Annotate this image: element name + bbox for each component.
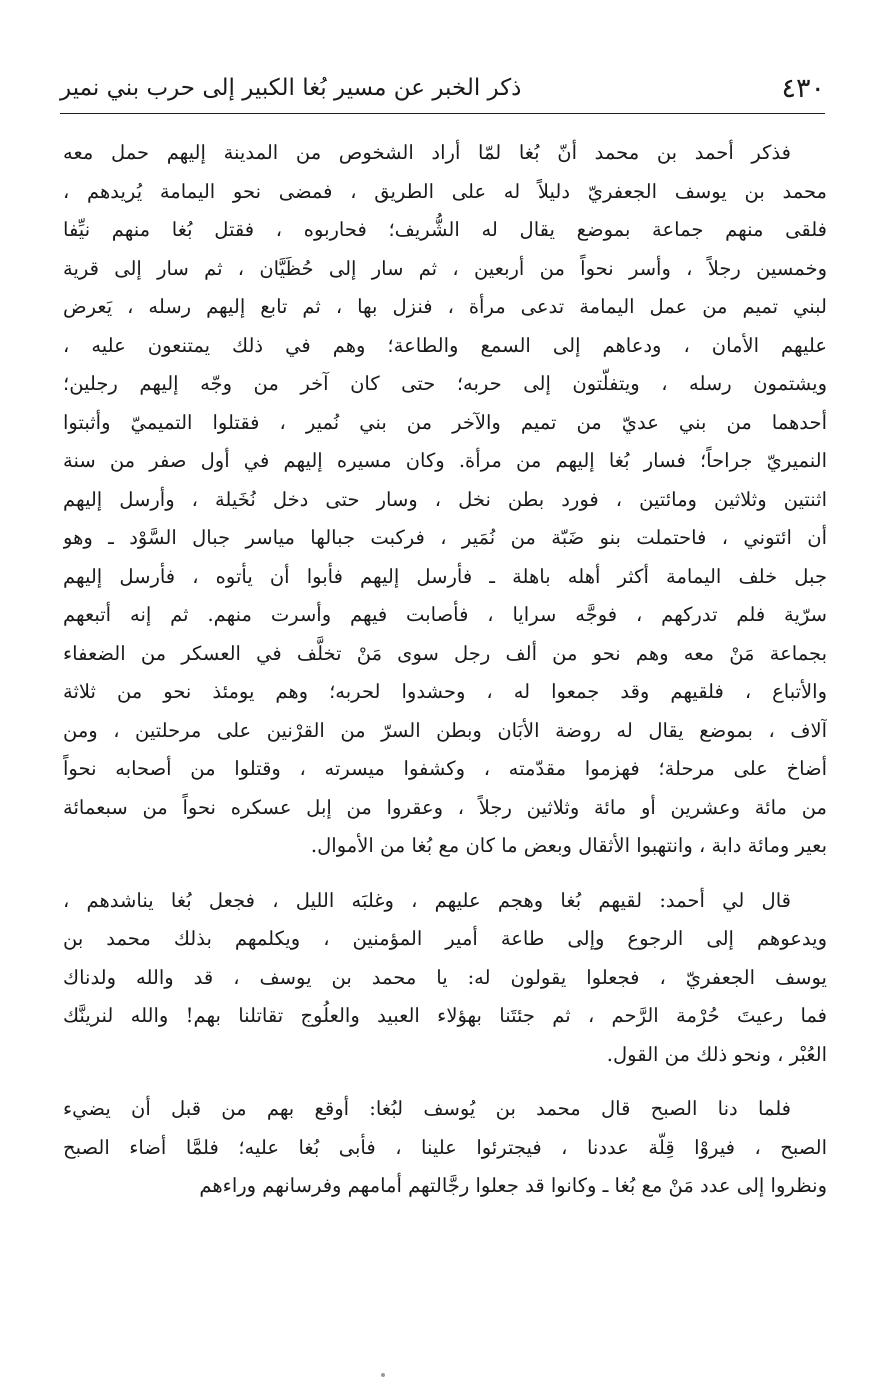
text-line: يوسف الجعفريّ ، فجعلوا يقولون له: يا محمد بن يوسف ، قد والله ولدناك xyxy=(63,965,827,989)
text-line: ونظروا إلى عدد مَنْ مع بُغا ـ وكانوا قد جعلوا رجَّالتهم أمامهم وفرسانهم وراءهم xyxy=(199,1174,827,1197)
text-line: محمد بن يوسف الجعفريّ دليلاً له على الطريق ، فمضى نحو اليمامة يُريدهم ، xyxy=(63,179,827,203)
paragraph xyxy=(63,134,827,866)
text-line: بعير ومائة دابة ، وانتهبوا الأثقال وبعض ما كان مع بُغا من الأموال. xyxy=(310,834,827,857)
text-line: جبل خلف اليمامة أكثر أهله باهلة ـ فأرسل إليهم فأبوا أن يأتوه ، فأرسل إليهم xyxy=(63,564,827,588)
page-number: ٤٣٠ xyxy=(781,72,825,104)
chapter-title: ذكر الخبر عن مسير بُغا الكبير إلى حرب بني نمير xyxy=(60,75,522,101)
text-line: من مائة وعشرين أو مائة وثلاثين رجلاً ، وعقروا من إبل عسكره نحواً من سبعمائة xyxy=(63,795,827,819)
text-line: أن ائتوني ، فاحتملت بنو ضَبّة من نُمَير ، فركبت جبالها مياسر جبال السَّوْد ـ وهو xyxy=(63,526,827,549)
header-rule xyxy=(60,113,825,114)
text-line: قال لي أحمد: لقيهم بُغا وهجم عليهم ، وغلبَه الليل ، فجعل بُغا يناشدهم ، xyxy=(63,888,791,912)
text-line: عليهم الأمان ، ودعاهم إلى السمع والطاعة؛ وهم في ذلك يمتنعون عليه ، xyxy=(63,333,827,357)
text-line: آلاف ، بموضع يقال له روضة الأبَان وبطن السرّ من القرْنين على مرحلتين ، ومن xyxy=(63,718,827,742)
footer-dot xyxy=(381,1373,385,1377)
text-line: اثنتين وثلاثين ومائتين ، فورد بطن نخل ، وسار حتى دخل نُخَيلة ، وأرسل إليهم xyxy=(63,487,827,511)
text-line: سرّية فلم تدركهم ، فوجَّه سرايا ، فأصابت فيهم وأسرت منهم. ثم إنه أتبعهم xyxy=(63,603,827,626)
text-line: النميريّ جراحاً؛ فسار بُغا إليهم من مرأة. وكان مسيره إليهم في أول صفر من سنة xyxy=(63,449,827,472)
text-line: والأتباع ، فلقيهم وقد جمعوا له ، وحشدوا لحربه؛ وهم يومئذ نحو من ثلاثة xyxy=(63,680,827,703)
paragraph xyxy=(63,1090,827,1206)
text-line: فذكر أحمد بن محمد أنّ بُغا لمّا أراد الشخوص من المدينة إليهم حمل معه xyxy=(63,141,791,164)
text-line: وخمسين رجلاً ، وأسر نحواً من أربعين ، ثم سار إلى حُظَيَّان ، ثم سار إلى قرية xyxy=(63,256,827,280)
text-line: الصبح ، فيروْا قِلّة عددنا ، فيجترئوا علينا ، فأبى بُغا عليه؛ فلمَّا أضاء الصبح xyxy=(63,1135,827,1159)
text-line: ويدعوهم إلى الرجوع وإلى طاعة أمير المؤمنين ، ويكلمهم بذلك محمد بن xyxy=(63,927,827,950)
paragraph xyxy=(63,882,827,1075)
text-line: أحدهما من بني عديّ من تميم والآخر من بني نُمير ، فقتلوا التميميّ وأثبتوا xyxy=(63,410,827,434)
text-line: فلقى منهم جماعة بموضع يقال له الشُّريف؛ فحاربوه ، فقتل بُغا منهم نيِّفا xyxy=(63,218,827,241)
text-line: فما رعيتَ حُرْمة الرَّحم ، ثم جئتَنا بهؤلاء العبيد والعلُوج تقاتلنا بهم! والله لنرينَّك xyxy=(63,1004,827,1027)
text-line: بجماعة مَنْ معه وهم نحو من ألف رجل سوى مَنْ تخلَّف في العسكر من الضعفاء xyxy=(63,641,827,665)
text-line: ويشتمون رسله ، ويتفلّتون إلى حربه؛ حتى كان آخر من وجّه إليهم رجلين؛ xyxy=(63,372,827,395)
text-line: لبني تميم من عمل اليمامة تدعى مرأة ، فنزل بها ، ثم تابع إليهم رسله ، يَعرض xyxy=(63,295,827,318)
text-line: أضاخ على مرحلة؛ فهزموا مقدّمته ، وكشفوا ميسرته ، وقتلوا من أصحابه نحواً xyxy=(63,757,827,780)
running-header xyxy=(60,68,825,108)
text-line: فلما دنا الصبح قال محمد بن يُوسف لبُغا: أوقع بهم من قبل أن يضيء xyxy=(63,1097,791,1120)
body-text xyxy=(63,134,827,1206)
text-line: العُبْر ، ونحو ذلك من القول. xyxy=(606,1042,827,1066)
